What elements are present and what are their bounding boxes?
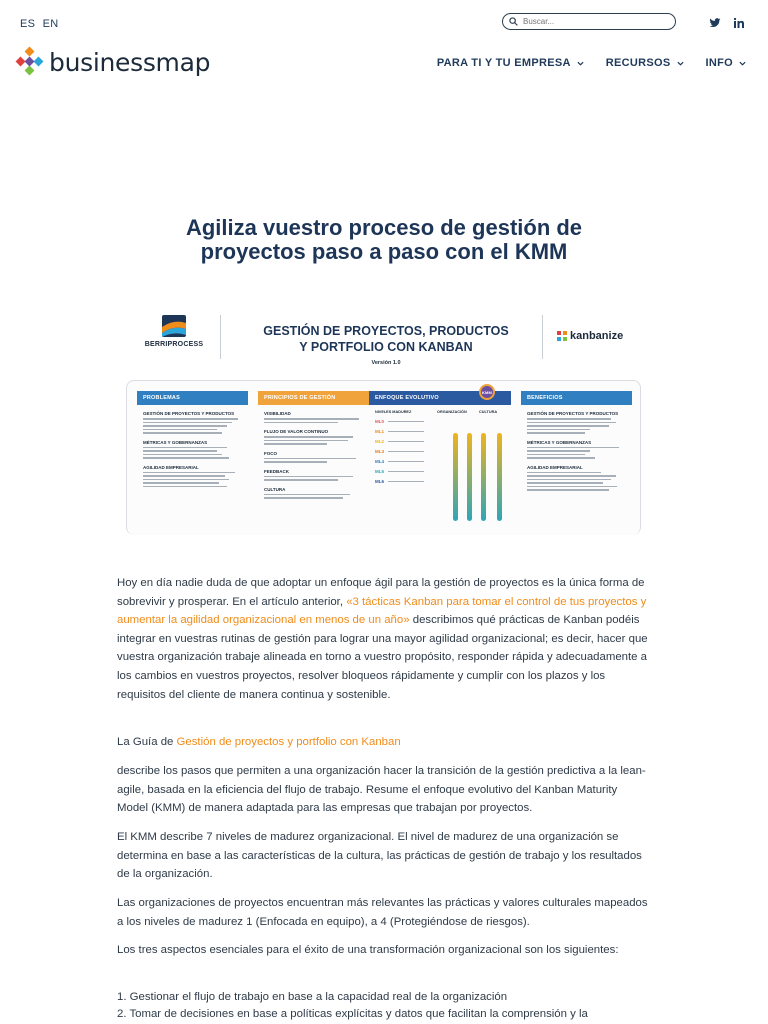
list-item: 2. Tomar de decisiones en base a políticas explícitas y datos que facilitan la comprensión y la: [117, 1008, 588, 1020]
section-title: FOCO: [264, 450, 277, 456]
linkedin-link[interactable]: [733, 16, 745, 34]
steps-list: [117, 989, 650, 1023]
culture-bar: [497, 433, 502, 521]
paragraph-guide: [117, 733, 650, 752]
section: [137, 465, 248, 488]
maturity-level-label: ML0: [375, 419, 384, 424]
brand-logo[interactable]: [13, 46, 210, 78]
maturity-level-label: ML4: [375, 459, 384, 464]
infographic-body: [126, 380, 641, 535]
section-title: FLUJO DE VALOR CONTINUO: [264, 429, 329, 434]
search-icon: [509, 17, 518, 26]
article-link-3-tacticas[interactable]: «3 tácticas Kanban para tomar el control de tus proyectos y aumentar la agilidad organizacional en menos de un año»: [117, 595, 647, 627]
lang-en-link[interactable]: EN: [42, 18, 59, 30]
maturity-level-label: ML3: [375, 449, 384, 454]
evolution-header: ORGANIZACIÓN: [437, 410, 467, 414]
paragraph-organizations: Las organizaciones de proyectos encuentran más relevantes las prácticas y valores culturales mapeados a los niveles de madurez 1 (Enfocada en equipo), a 4 (Protegiéndose de riesgos).: [117, 897, 648, 928]
level-description-line: [388, 461, 424, 463]
divider: [542, 315, 543, 359]
section-title: VISIBILIDAD: [264, 411, 291, 416]
divider: [220, 315, 221, 359]
search-box[interactable]: [502, 13, 676, 30]
infographic-header: [126, 303, 641, 375]
kanbanize-logo-icon: [556, 330, 568, 342]
paragraph-intro: [117, 574, 650, 704]
section-title: FEEDBACK: [264, 468, 290, 474]
section: [258, 451, 369, 463]
text: describimos qué prácticas de Kanban podéis integrar en vuestras rutinas de gestión para lograr una mayor agilidad organizacional; es decir, hacer que vuestra organización trabaje alineada en torno a vuestro propósito, responder rápida y adecuadamente a los cambios en vuestros proyectos, resolver bloqueos rápidamente y cumplir con los plazos y los requisitos del cliente de manera continua y sostenible.: [117, 614, 648, 701]
maturity-level-row: [369, 449, 511, 454]
section: [137, 411, 248, 434]
search-input[interactable]: [523, 17, 663, 26]
section-title: MÉTRICAS Y GOBERNANZAS: [143, 439, 208, 445]
chevron-down-icon: [739, 60, 746, 67]
maturity-level-row: [369, 439, 511, 444]
level-description-line: [388, 471, 424, 473]
column-header: PRINCIPIOS DE GESTIÓN: [258, 391, 369, 405]
nav-info[interactable]: [706, 57, 746, 69]
maturity-level-label: ML1: [375, 429, 384, 434]
title-line-1: Agiliza vuestro proceso de gestión de: [185, 215, 583, 240]
column-principios: [258, 391, 369, 501]
nav-recursos[interactable]: [606, 57, 684, 69]
maturity-level-label: ML6: [375, 479, 384, 484]
infographic-title-line-2: Y PORTFOLIO CON KANBAN: [299, 340, 473, 354]
paragraph-kmm: El KMM describe 7 niveles de madurez organizacional. El nivel de madurez de una organización se determina en base a las características de la cultura, las prácticas de gestión de trabajo y los resultados de la organización.: [117, 831, 642, 881]
level-description-line: [388, 431, 424, 433]
nav-label: RECURSOS: [605, 57, 671, 69]
organization-bar: [453, 433, 458, 521]
language-switcher: [20, 18, 63, 30]
evolution-header: CULTURA: [479, 410, 498, 414]
evolution-headers: [369, 410, 511, 414]
column-header-label: ENFOQUE EVOLUTIVO: [375, 395, 439, 401]
maturity-level-row: [369, 429, 511, 434]
section: [521, 440, 632, 459]
chevron-down-icon: [677, 60, 684, 67]
maturity-level-row: [369, 459, 511, 464]
section-title: GESTIÓN DE PROYECTOS Y PRODUCTOS: [143, 411, 235, 416]
organization-bar: [467, 433, 472, 521]
brand-wordmark: businessmap: [49, 47, 211, 77]
kanbanize-logo: [556, 330, 623, 342]
berriprocess-logo: [144, 313, 204, 348]
twitter-link[interactable]: [709, 16, 721, 34]
section: [258, 469, 369, 481]
section-title: MÉTRICAS Y GOBERNANZAS: [527, 439, 592, 445]
maturity-level-row: [369, 469, 511, 474]
section: [137, 440, 248, 459]
paragraph-describe: describe los pasos que permiten a una organización hacer la transición de la gestión predictiva a la lean-agile, basada en la eficiencia del flujo de trabajo. Resume el enfoque evolutivo del Kanban Maturity Model (KMM) de manera adaptada para las empresas que trabajan por proyectos.: [117, 765, 646, 815]
section-title: AGILIDAD EMPRESARIAL: [143, 464, 199, 470]
maturity-level-row: [369, 419, 511, 424]
level-description-line: [388, 421, 424, 423]
lang-es-link[interactable]: ES: [20, 18, 36, 30]
guide-link[interactable]: Gestión de proyectos y portfolio con Kanban: [176, 736, 401, 748]
nav-para-ti[interactable]: [437, 57, 584, 69]
infographic-version: Versión 1.0: [371, 360, 401, 366]
level-description-line: [388, 441, 424, 443]
main-nav: [437, 57, 746, 69]
nav-label: PARA TI Y TU EMPRESA: [436, 57, 571, 69]
kmm-badge: KMM: [479, 384, 495, 400]
maturity-level-row: [369, 479, 511, 484]
nav-label: INFO: [705, 57, 733, 69]
organization-bar: [481, 433, 486, 521]
section-title: AGILIDAD EMPRESARIAL: [527, 464, 583, 470]
section-title: CULTURA: [264, 486, 286, 492]
article-title: [0, 216, 768, 264]
text: La Guía de: [117, 736, 177, 748]
maturity-levels: [369, 419, 511, 484]
maturity-level-label: ML5: [375, 469, 384, 474]
column-header: BENEFICIOS: [521, 391, 632, 405]
text: Hoy en día nadie duda de que adoptar un enfoque ágil para la gestión de proyectos es la única forma de sobrevivir y prosperar. En el artículo anterior,: [117, 577, 645, 608]
infographic-title: [230, 323, 542, 355]
kanbanize-wordmark: kanbanize: [570, 330, 624, 342]
column-header: PROBLEMAS: [137, 391, 248, 405]
list-item: 1. Gestionar el flujo de trabajo en base a la capacidad real de la organización: [117, 991, 508, 1003]
linkedin-icon: [733, 17, 745, 29]
section: [258, 411, 369, 423]
section: [521, 465, 632, 491]
maturity-level-label: ML2: [375, 439, 384, 444]
column-enfoque: [369, 391, 511, 484]
kmm-infographic: [126, 303, 641, 535]
section: [258, 429, 369, 445]
section: [258, 487, 369, 499]
evolution-header: NIVELES MADUREZ: [375, 410, 412, 414]
businessmap-logo-icon: [13, 46, 45, 78]
column-header: [369, 391, 511, 405]
berriprocess-logo-icon: [160, 313, 188, 339]
paragraph-aspects: Los tres aspectos esenciales para el éxito de una transformación organizacional son los siguientes:: [117, 944, 619, 956]
column-beneficios: [521, 391, 632, 493]
partner-name: BERRIPROCESS: [144, 341, 204, 348]
chevron-down-icon: [577, 60, 584, 67]
infographic-title-line-1: GESTIÓN DE PROYECTOS, PRODUCTOS: [263, 324, 509, 338]
level-description-line: [388, 451, 424, 453]
section-title: GESTIÓN DE PROYECTOS Y PRODUCTOS: [527, 411, 619, 416]
site-header: [0, 0, 768, 100]
level-description-line: [388, 481, 424, 483]
section: [521, 411, 632, 434]
title-line-2: proyectos paso a paso con el KMM: [200, 239, 568, 264]
twitter-icon: [709, 17, 721, 29]
column-problemas: [137, 391, 248, 489]
